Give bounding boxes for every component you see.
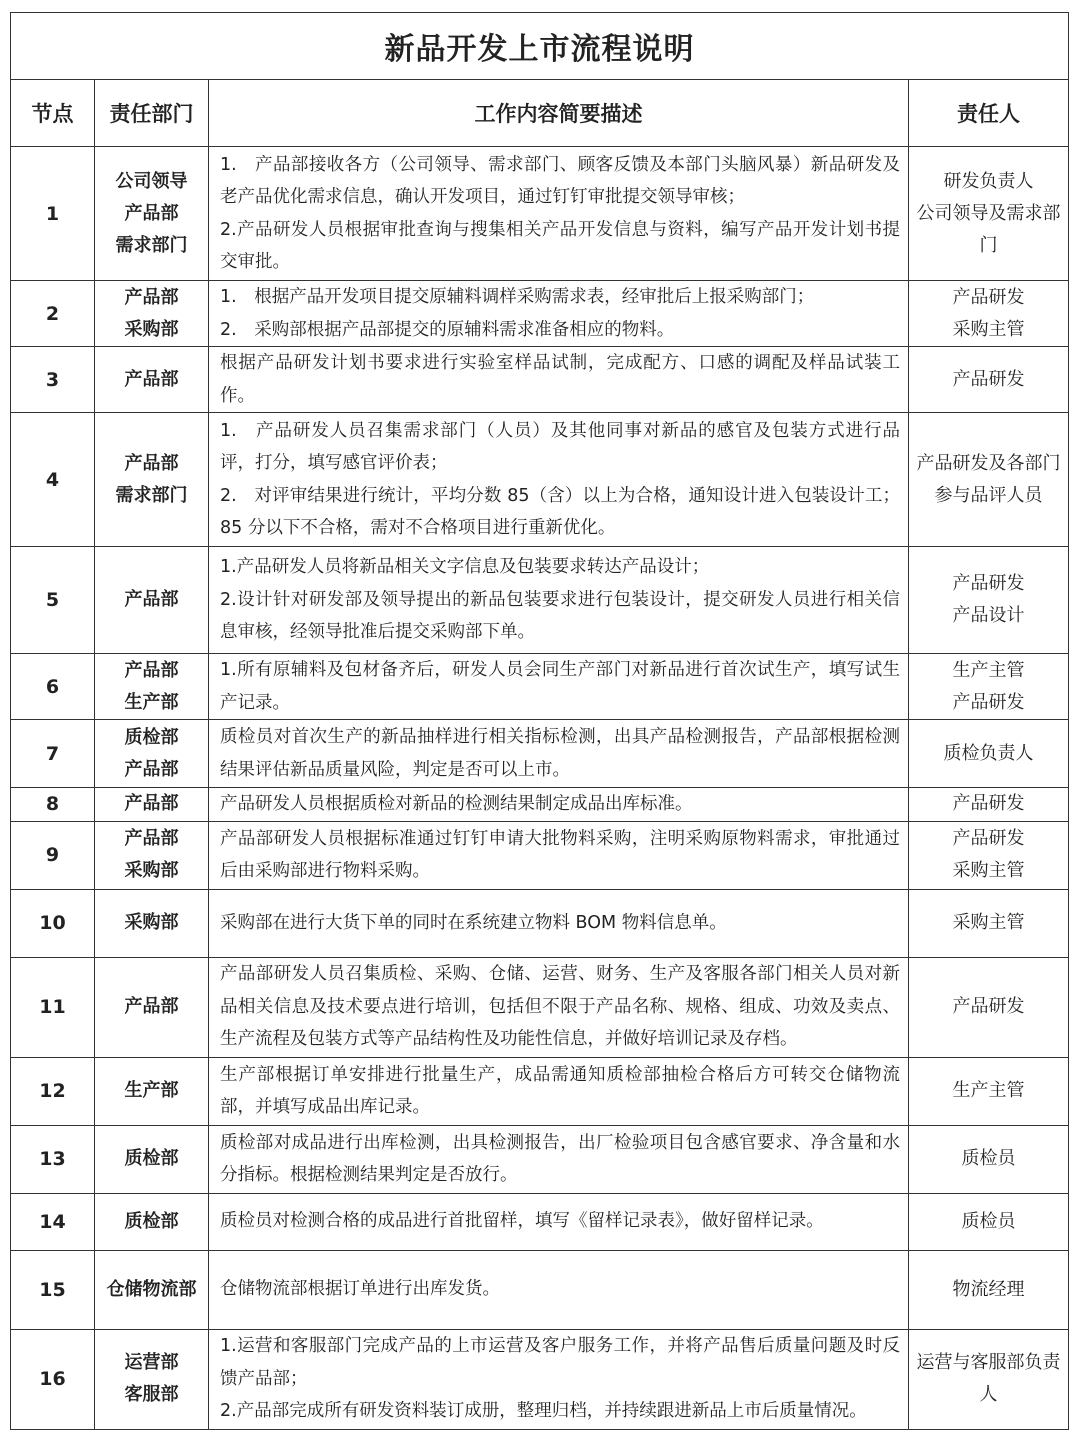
work-description — [209, 147, 909, 281]
dept-name: 产品部 — [124, 793, 179, 815]
responsible-dept — [95, 281, 209, 347]
description-paragraph: 质检员对首次生产的新品抽样进行相关指标检测，出具产品检测报告，产品部根据检测结果评估新品质量风险，判定是否可以上市。 — [220, 727, 900, 780]
owner-name: 产品设计 — [952, 605, 1025, 626]
node-number: 7 — [11, 720, 95, 788]
header-node: 节点 — [11, 80, 95, 147]
owner-name: 公司领导及需求部门 — [916, 202, 1061, 256]
node-number: 14 — [11, 1193, 95, 1250]
table-row — [11, 654, 1069, 720]
description-paragraph: 产品部研发人员根据标准通过钉钉申请大批物料采购，注明采购原物料需求，审批通过后由采购部进行物料采购。 — [220, 828, 900, 881]
description-paragraph: 质检员对检测合格的成品进行首批留样，填写《留样记录表》，做好留样记录。 — [220, 1211, 824, 1232]
description-paragraph: 1. 产品部接收各方（公司领导、需求部门、顾客反馈及本部门头脑风暴）新品研发及老产品优化需求信息，确认开发项目，通过钉钉审批提交领导审核； — [220, 154, 900, 207]
description-paragraph: 2. 对评审结果进行统计，平均分数 85（含）以上为合格，通知设计进入包装设计工；85 分以下不合格，需对不合格项目进行重新优化。 — [220, 485, 900, 538]
responsible-person — [909, 281, 1069, 347]
responsible-person — [909, 1125, 1069, 1193]
owner-name: 物流经理 — [952, 1278, 1025, 1300]
responsible-person — [909, 720, 1069, 788]
responsible-person — [909, 1193, 1069, 1250]
table-row — [11, 1250, 1069, 1329]
table-row — [11, 1193, 1069, 1250]
work-description — [209, 413, 909, 547]
description-paragraph: 1.运营和客服部门完成产品的上市运营及客户服务工作，并将产品售后质量问题及时反馈产品部； — [220, 1336, 900, 1389]
work-description — [209, 347, 909, 413]
dept-name: 采购部 — [124, 318, 179, 340]
responsible-dept — [95, 1125, 209, 1193]
responsible-person — [909, 413, 1069, 547]
node-number: 15 — [11, 1250, 95, 1329]
table-row — [11, 821, 1069, 889]
dept-name: 产品部 — [124, 202, 179, 224]
node-number: 13 — [11, 1125, 95, 1193]
owner-name: 产品研发 — [952, 368, 1025, 390]
description-paragraph: 质检部对成品进行出库检测，出具检测报告，出厂检验项目包含感官要求、净含量和水分指标。根据检测结果判定是否放行。 — [220, 1132, 900, 1185]
work-description — [209, 547, 909, 654]
work-description — [209, 1250, 909, 1329]
work-description — [209, 281, 909, 347]
description-paragraph: 产品研发人员根据质检对新品的检测结果制定成品出库标准。 — [220, 794, 693, 814]
work-description — [209, 1329, 909, 1429]
responsible-person — [909, 347, 1069, 413]
table-row — [11, 147, 1069, 281]
owner-name: 采购主管 — [952, 318, 1025, 340]
owner-name: 生产主管 — [952, 659, 1025, 681]
dept-name: 质检部 — [124, 1210, 179, 1232]
dept-name: 客服部 — [124, 1384, 179, 1405]
work-description — [209, 821, 909, 889]
dept-name: 仓储物流部 — [106, 1278, 197, 1300]
dept-name: 需求部门 — [115, 484, 188, 506]
table-row — [11, 413, 1069, 547]
dept-name: 需求部门 — [115, 234, 188, 256]
responsible-dept — [95, 889, 209, 957]
responsible-person — [909, 147, 1069, 281]
table-row — [11, 720, 1069, 788]
owner-name: 采购主管 — [952, 912, 1025, 933]
node-number: 8 — [11, 788, 95, 822]
description-paragraph: 1. 产品研发人员召集需求部门（人员）及其他同事对新品的感官及包装方式进行品评，打分，填写感官评价表； — [220, 420, 900, 473]
description-paragraph: 1.产品研发人员将新品相关文字信息及包装要求转达产品设计； — [220, 557, 710, 578]
work-description — [209, 889, 909, 957]
owner-name: 研发负责人 — [943, 170, 1034, 192]
dept-name: 生产部 — [124, 1080, 179, 1101]
owner-name: 生产主管 — [952, 1080, 1025, 1101]
node-number: 12 — [11, 1057, 95, 1125]
node-number: 5 — [11, 547, 95, 654]
header-owner: 责任人 — [909, 80, 1069, 147]
responsible-person — [909, 654, 1069, 720]
table-row — [11, 281, 1069, 347]
process-table — [10, 12, 1069, 1430]
node-number: 11 — [11, 957, 95, 1057]
description-paragraph: 根据产品研发计划书要求进行实验室样品试制，完成配方、口感的调配及样品试装工作。 — [220, 353, 900, 406]
description-paragraph: 2.产品研发人员根据审批查询与搜集相关产品开发信息与资料，编写产品开发计划书提交审批。 — [220, 219, 900, 272]
work-description — [209, 957, 909, 1057]
description-paragraph: 2.产品部完成所有研发资料装订成册，整理归档，并持续跟进新品上市后质量情况。 — [220, 1401, 867, 1422]
dept-name: 产品部 — [124, 758, 179, 780]
description-paragraph: 1.所有原辅料及包材备齐后，研发人员会同生产部门对新品进行首次试生产，填写试生产记录。 — [220, 660, 900, 713]
dept-name: 产品部 — [124, 659, 179, 681]
owner-name: 产品研发 — [952, 793, 1025, 815]
node-number: 10 — [11, 889, 95, 957]
table-row — [11, 1329, 1069, 1429]
responsible-dept — [95, 1250, 209, 1329]
dept-name: 产品部 — [124, 452, 179, 474]
dept-name: 采购部 — [124, 912, 179, 933]
table-row — [11, 547, 1069, 654]
work-description — [209, 720, 909, 788]
responsible-dept — [95, 347, 209, 413]
owner-name: 质检员 — [961, 1210, 1016, 1232]
responsible-dept — [95, 957, 209, 1057]
responsible-dept — [95, 654, 209, 720]
node-number: 3 — [11, 347, 95, 413]
node-number: 9 — [11, 821, 95, 889]
responsible-dept — [95, 1193, 209, 1250]
owner-name: 运营与客服部负责人 — [916, 1352, 1061, 1405]
table-row — [11, 1057, 1069, 1125]
work-description — [209, 1193, 909, 1250]
node-number: 16 — [11, 1329, 95, 1429]
responsible-dept — [95, 821, 209, 889]
responsible-dept — [95, 788, 209, 822]
description-paragraph: 采购部在进行大货下单的同时在系统建立物料 BOM 物料信息单。 — [220, 912, 727, 933]
responsible-dept — [95, 147, 209, 281]
node-number: 4 — [11, 413, 95, 547]
owner-name: 产品研发 — [952, 828, 1025, 849]
work-description — [209, 1125, 909, 1193]
work-description — [209, 654, 909, 720]
dept-name: 产品部 — [124, 286, 179, 308]
table-row — [11, 788, 1069, 822]
owner-name: 产品研发 — [952, 286, 1025, 308]
node-number: 1 — [11, 147, 95, 281]
owner-name: 质检员 — [961, 1148, 1016, 1169]
description-paragraph: 2. 采购部根据产品部提交的原辅料需求准备相应的物料。 — [220, 319, 675, 340]
page-title: 新品开发上市流程说明 — [11, 13, 1069, 80]
node-number: 2 — [11, 281, 95, 347]
description-paragraph: 产品部研发人员召集质检、采购、仓储、运营、财务、生产及客服各部门相关人员对新品相关信息及技术要点进行培训，包括但不限于产品名称、规格、组成、功效及卖点、生产流程及包装方式等产品结构性及功能性信息，并做好培训记录及存档。 — [220, 964, 900, 1050]
responsible-person — [909, 821, 1069, 889]
dept-name: 产品部 — [124, 996, 179, 1017]
dept-name: 运营部 — [124, 1352, 179, 1373]
owner-name: 质检负责人 — [943, 742, 1034, 764]
owner-name: 产品研发及各部门参与品评人员 — [916, 452, 1061, 506]
responsible-dept — [95, 720, 209, 788]
dept-name: 生产部 — [124, 691, 179, 713]
responsible-dept — [95, 547, 209, 654]
table-row — [11, 889, 1069, 957]
dept-name: 公司领导 — [115, 170, 188, 192]
responsible-dept — [95, 1057, 209, 1125]
dept-name: 产品部 — [124, 828, 179, 849]
responsible-person — [909, 1250, 1069, 1329]
table-row — [11, 1125, 1069, 1193]
responsible-dept — [95, 1329, 209, 1429]
description-paragraph: 1. 根据产品开发项目提交原辅料调样采购需求表，经审批后上报采购部门； — [220, 287, 815, 307]
header-dept: 责任部门 — [95, 80, 209, 147]
dept-name: 采购部 — [124, 860, 179, 881]
owner-name: 产品研发 — [952, 996, 1025, 1017]
responsible-dept — [95, 413, 209, 547]
responsible-person — [909, 1057, 1069, 1125]
node-number: 6 — [11, 654, 95, 720]
responsible-person — [909, 547, 1069, 654]
responsible-person — [909, 889, 1069, 957]
dept-name: 质检部 — [124, 726, 179, 748]
description-paragraph: 仓储物流部根据订单进行出库发货。 — [220, 1279, 500, 1300]
responsible-person — [909, 788, 1069, 822]
header-row — [11, 80, 1069, 147]
table-row — [11, 347, 1069, 413]
owner-name: 采购主管 — [952, 860, 1025, 881]
owner-name: 产品研发 — [952, 573, 1025, 594]
header-desc: 工作内容简要描述 — [209, 80, 909, 147]
table-row — [11, 957, 1069, 1057]
work-description — [209, 1057, 909, 1125]
work-description — [209, 788, 909, 822]
document — [10, 12, 1068, 1430]
dept-name: 产品部 — [124, 368, 179, 390]
owner-name: 产品研发 — [952, 691, 1025, 713]
description-paragraph: 2.设计针对研发部及领导提出的新品包装要求进行包装设计，提交研发人员进行相关信息审核，经领导批准后提交采购部下单。 — [220, 589, 900, 643]
dept-name: 质检部 — [124, 1148, 179, 1169]
dept-name: 产品部 — [124, 589, 179, 610]
responsible-person — [909, 957, 1069, 1057]
responsible-person — [909, 1329, 1069, 1429]
description-paragraph: 生产部根据订单安排进行批量生产，成品需通知质检部抽检合格后方可转交仓储物流部，并填写成品出库记录。 — [220, 1064, 900, 1117]
